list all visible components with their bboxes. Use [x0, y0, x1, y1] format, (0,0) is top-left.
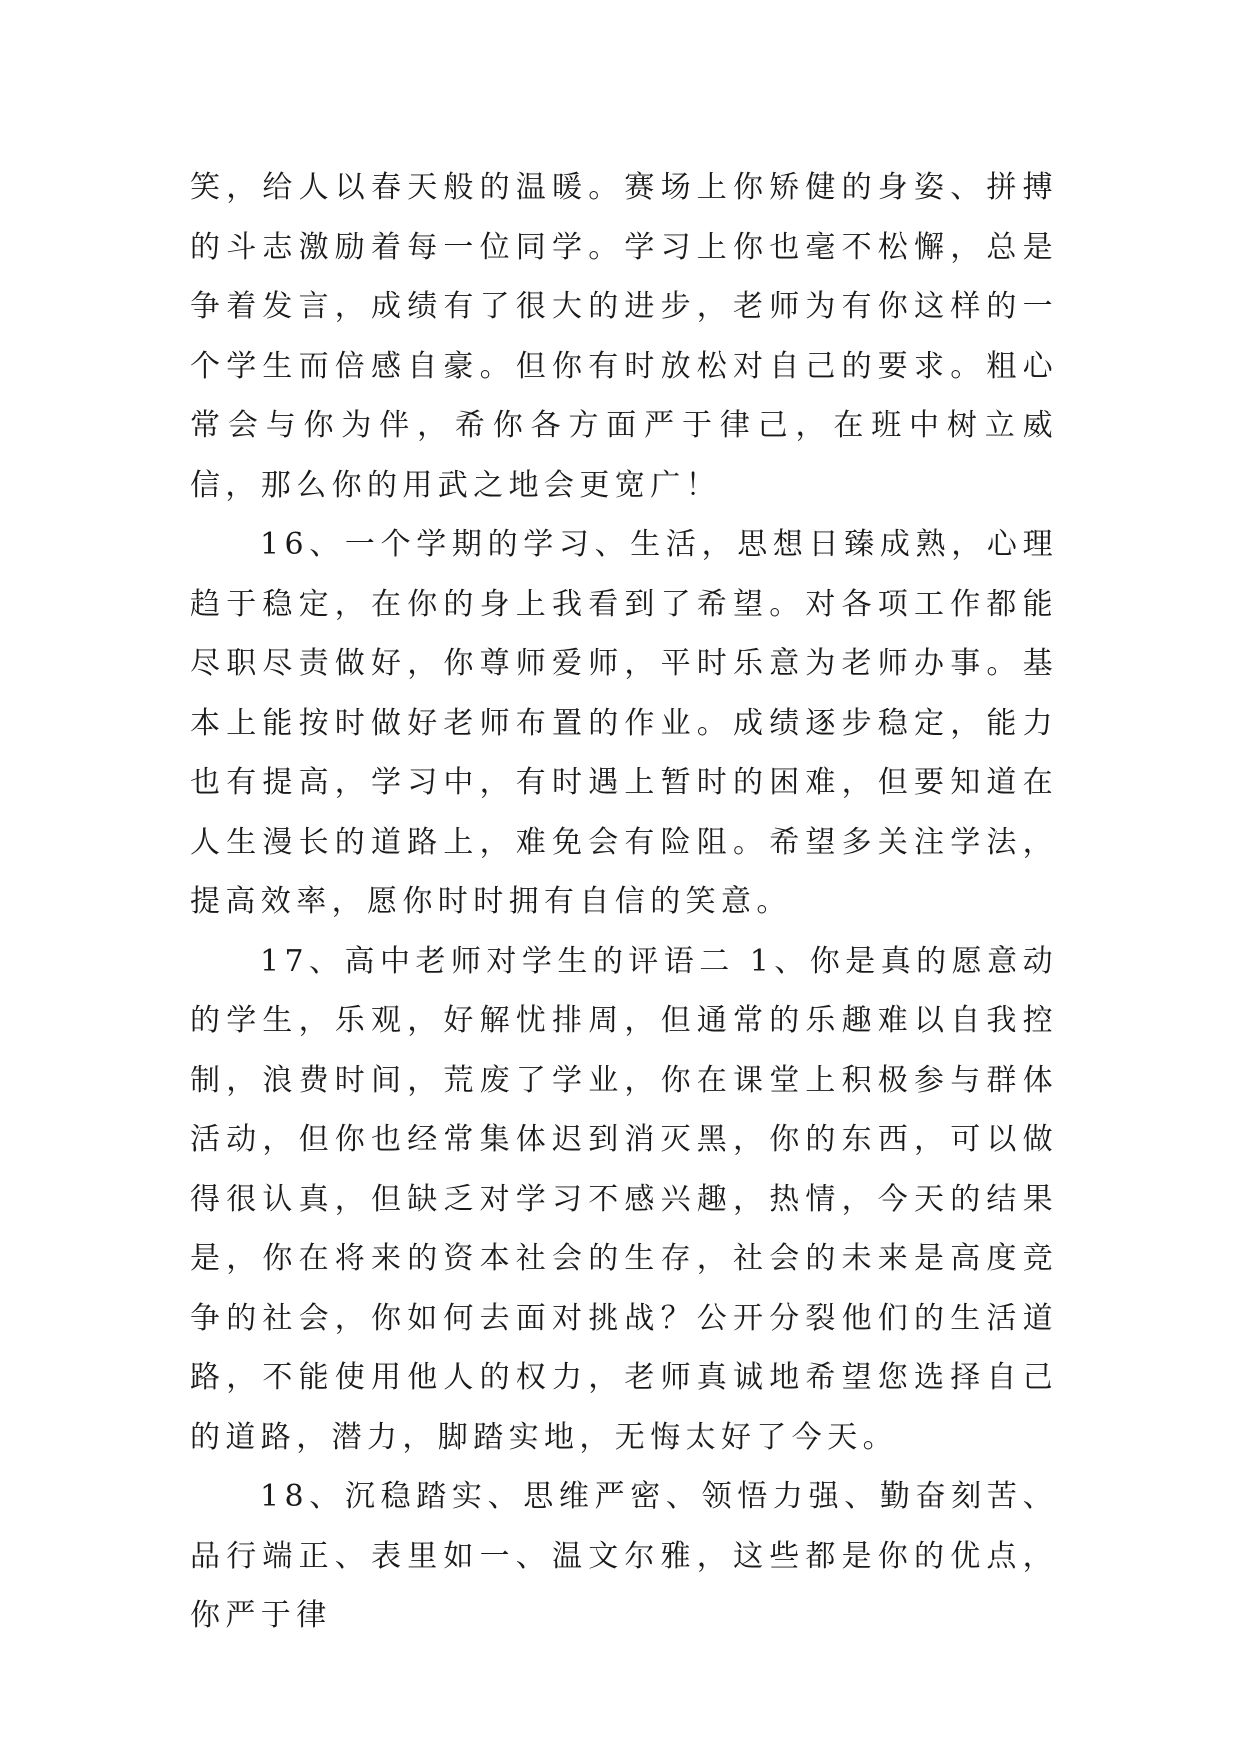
- paragraph-continued: 笑，给人以春天般的温暖。赛场上你矫健的身姿、拼搏的斗志激励着每一位同学。学习上你也毫不松懈，总是争着发言，成绩有了很大的进步，老师为有你这样的一个学生而倍感自豪。但你有时放松对自己的要求。粗心常会与你为伴，希你各方面严于律己，在班中树立威信，那么你的用武之地会更宽广！: [190, 170, 1058, 503]
- document-body: [190, 158, 1058, 1646]
- paragraph-item-16: 16、一个学期的学习、生活，思想日臻成熟，心理趋于稳定，在你的身上我看到了希望。对各项工作都能尽职尽责做好，你尊师爱师，平时乐意为老师办事。基本上能按时做好老师布置的作业。成绩逐步稳定，能力也有提高，学习中，有时遇上暂时的困难，但要知道在人生漫长的道路上，难免会有险阻。希望多关注学法，提高效率，愿你时时拥有自信的笑意。: [190, 527, 1058, 919]
- paragraph-item-18: 18、沉稳踏实、思维严密、领悟力强、勤奋刻苦、品行端正、表里如一、温文尔雅，这些都是你的优点，你严于律: [190, 1479, 1058, 1633]
- paragraph-item-17: 17、高中老师对学生的评语二 1、你是真的愿意动的学生，乐观，好解忧排周，但通常的乐趣难以自我控制，浪费时间，荒废了学业，你在课堂上积极参与群体活动，但你也经常集体迟到消灭黑，你的东西，可以做得很认真，但缺乏对学习不感兴趣，热情，今天的结果是，你在将来的资本社会的生存，社会的未来是高度竞争的社会，你如何去面对挑战？公开分裂他们的生活道路，不能使用他人的权力，老师真诚地希望您选择自己的道路，潜力，脚踏实地，无悔太好了今天。: [190, 943, 1058, 1455]
